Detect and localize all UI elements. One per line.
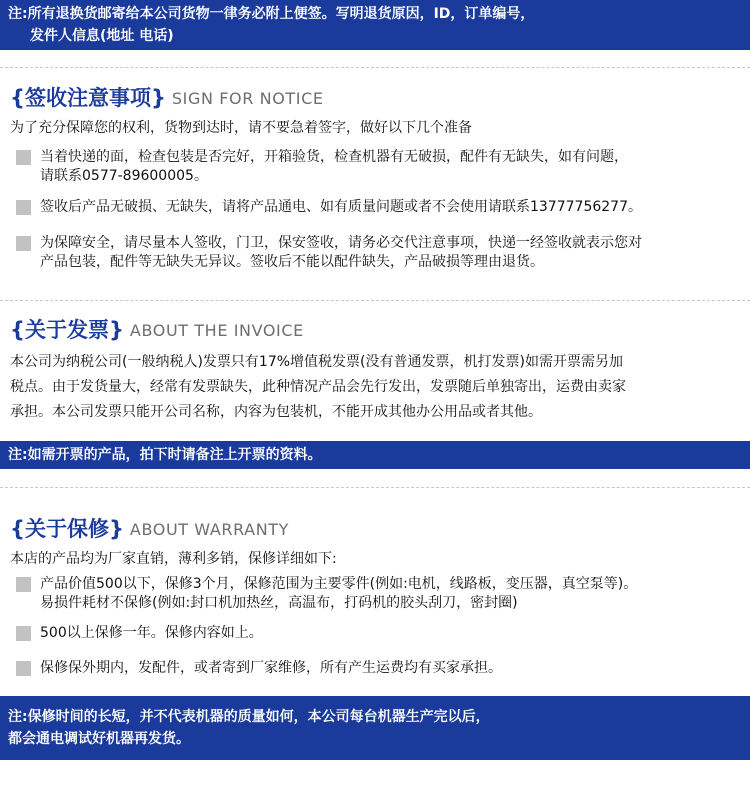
invoice-title-cn: {关于发票}	[10, 318, 124, 342]
warranty-title-en: ABOUT WARRANTY	[129, 520, 290, 539]
invoice-line: 税点。由于发货量大，经常有发票缺失，此种情况产品会先行发出，发票随后单独寄出，运费由卖家	[10, 379, 626, 395]
warranty-item-line2: 易损件耗材不保修(例如:封口机加热丝，高温布，打码机的胶头刮刀，密封圈)	[40, 595, 518, 611]
invoice-line: 承担。本公司发票只能开公司名称，内容为包装机，不能开成其他办公用品或者其他。	[10, 404, 542, 420]
divider	[0, 300, 750, 301]
warranty-title-cn: {关于保修}	[10, 517, 124, 541]
invoice-line: 本公司为纳税公司(一般纳税人)发票只有17%增值税发票(没有普通发票，机打发票)如需开票需另加	[10, 354, 623, 370]
warranty-item-line1: 500以上保修一年。保修内容如上。	[40, 625, 263, 641]
invoice-notice-text: 注:如需开票的产品，拍下时请备注上开票的资料。	[8, 447, 322, 463]
return-notice-line2: 发件人信息(地址 电话)	[30, 28, 174, 44]
sign-section-title	[10, 80, 324, 112]
sign-item-line1: 为保障安全，请尽量本人签收，门卫，保安签收，请务必交代注意事项，快递一经签收就表示您对	[40, 235, 642, 251]
warranty-item	[16, 624, 748, 643]
sign-item-line1: 签收后产品无破损、无缺失，请将产品通电、如有质量问题或者不会使用请联系13777756277。	[40, 199, 642, 215]
divider	[0, 67, 750, 68]
square-bullet-icon	[16, 661, 31, 676]
warranty-section-title	[10, 511, 289, 543]
square-bullet-icon	[16, 150, 31, 165]
warranty-notice-banner	[0, 696, 750, 760]
sign-item-line1: 当着快递的面，检查包装是否完好，开箱验货，检查机器有无破损，配件有无缺失，如有问题，	[40, 149, 628, 165]
warranty-notice-line1: 注:保修时间的长短，并不代表机器的质量如何，本公司每台机器生产完以后，	[8, 709, 490, 725]
warranty-item	[16, 575, 748, 613]
return-notice-banner	[0, 0, 750, 50]
warranty-item-line1: 产品价值500以下，保修3个月，保修范围为主要零件(例如:电机，线路板，变压器，真空泵等)。	[40, 576, 638, 592]
sign-intro: 为了充分保障您的权利，货物到达时，请不要急着签字，做好以下几个准备	[10, 120, 472, 136]
warranty-item	[16, 659, 748, 678]
sign-item	[16, 148, 748, 186]
square-bullet-icon	[16, 626, 31, 641]
invoice-title-en: ABOUT THE INVOICE	[129, 321, 304, 340]
invoice-notice-banner	[0, 441, 750, 469]
sign-title-en: SIGN FOR NOTICE	[171, 89, 324, 108]
divider	[0, 487, 750, 488]
square-bullet-icon	[16, 236, 31, 251]
square-bullet-icon	[16, 200, 31, 215]
sign-item	[16, 234, 748, 272]
warranty-notice-line2: 都会通电调试好机器再发货。	[8, 731, 190, 747]
warranty-intro: 本店的产品均为厂家直销，薄利多销，保修详细如下:	[10, 551, 337, 567]
invoice-text	[10, 350, 740, 425]
sign-item-line2: 产品包装，配件等无缺失无异议。签收后不能以配件缺失，产品破损等理由退货。	[40, 254, 544, 270]
warranty-item-line1: 保修保外期内，发配件，或者寄到厂家维修，所有产生运费均有买家承担。	[40, 660, 502, 676]
sign-item-line2: 请联系0577-89600005。	[40, 168, 208, 184]
sign-item	[16, 198, 748, 217]
sign-title-cn: {签收注意事项}	[10, 86, 166, 110]
return-notice-line1: 注:所有退换货邮寄给本公司货物一律务必附上便签。写明退货原因，ID，订单编号，	[8, 6, 535, 22]
square-bullet-icon	[16, 577, 31, 592]
invoice-section-title	[10, 312, 304, 344]
